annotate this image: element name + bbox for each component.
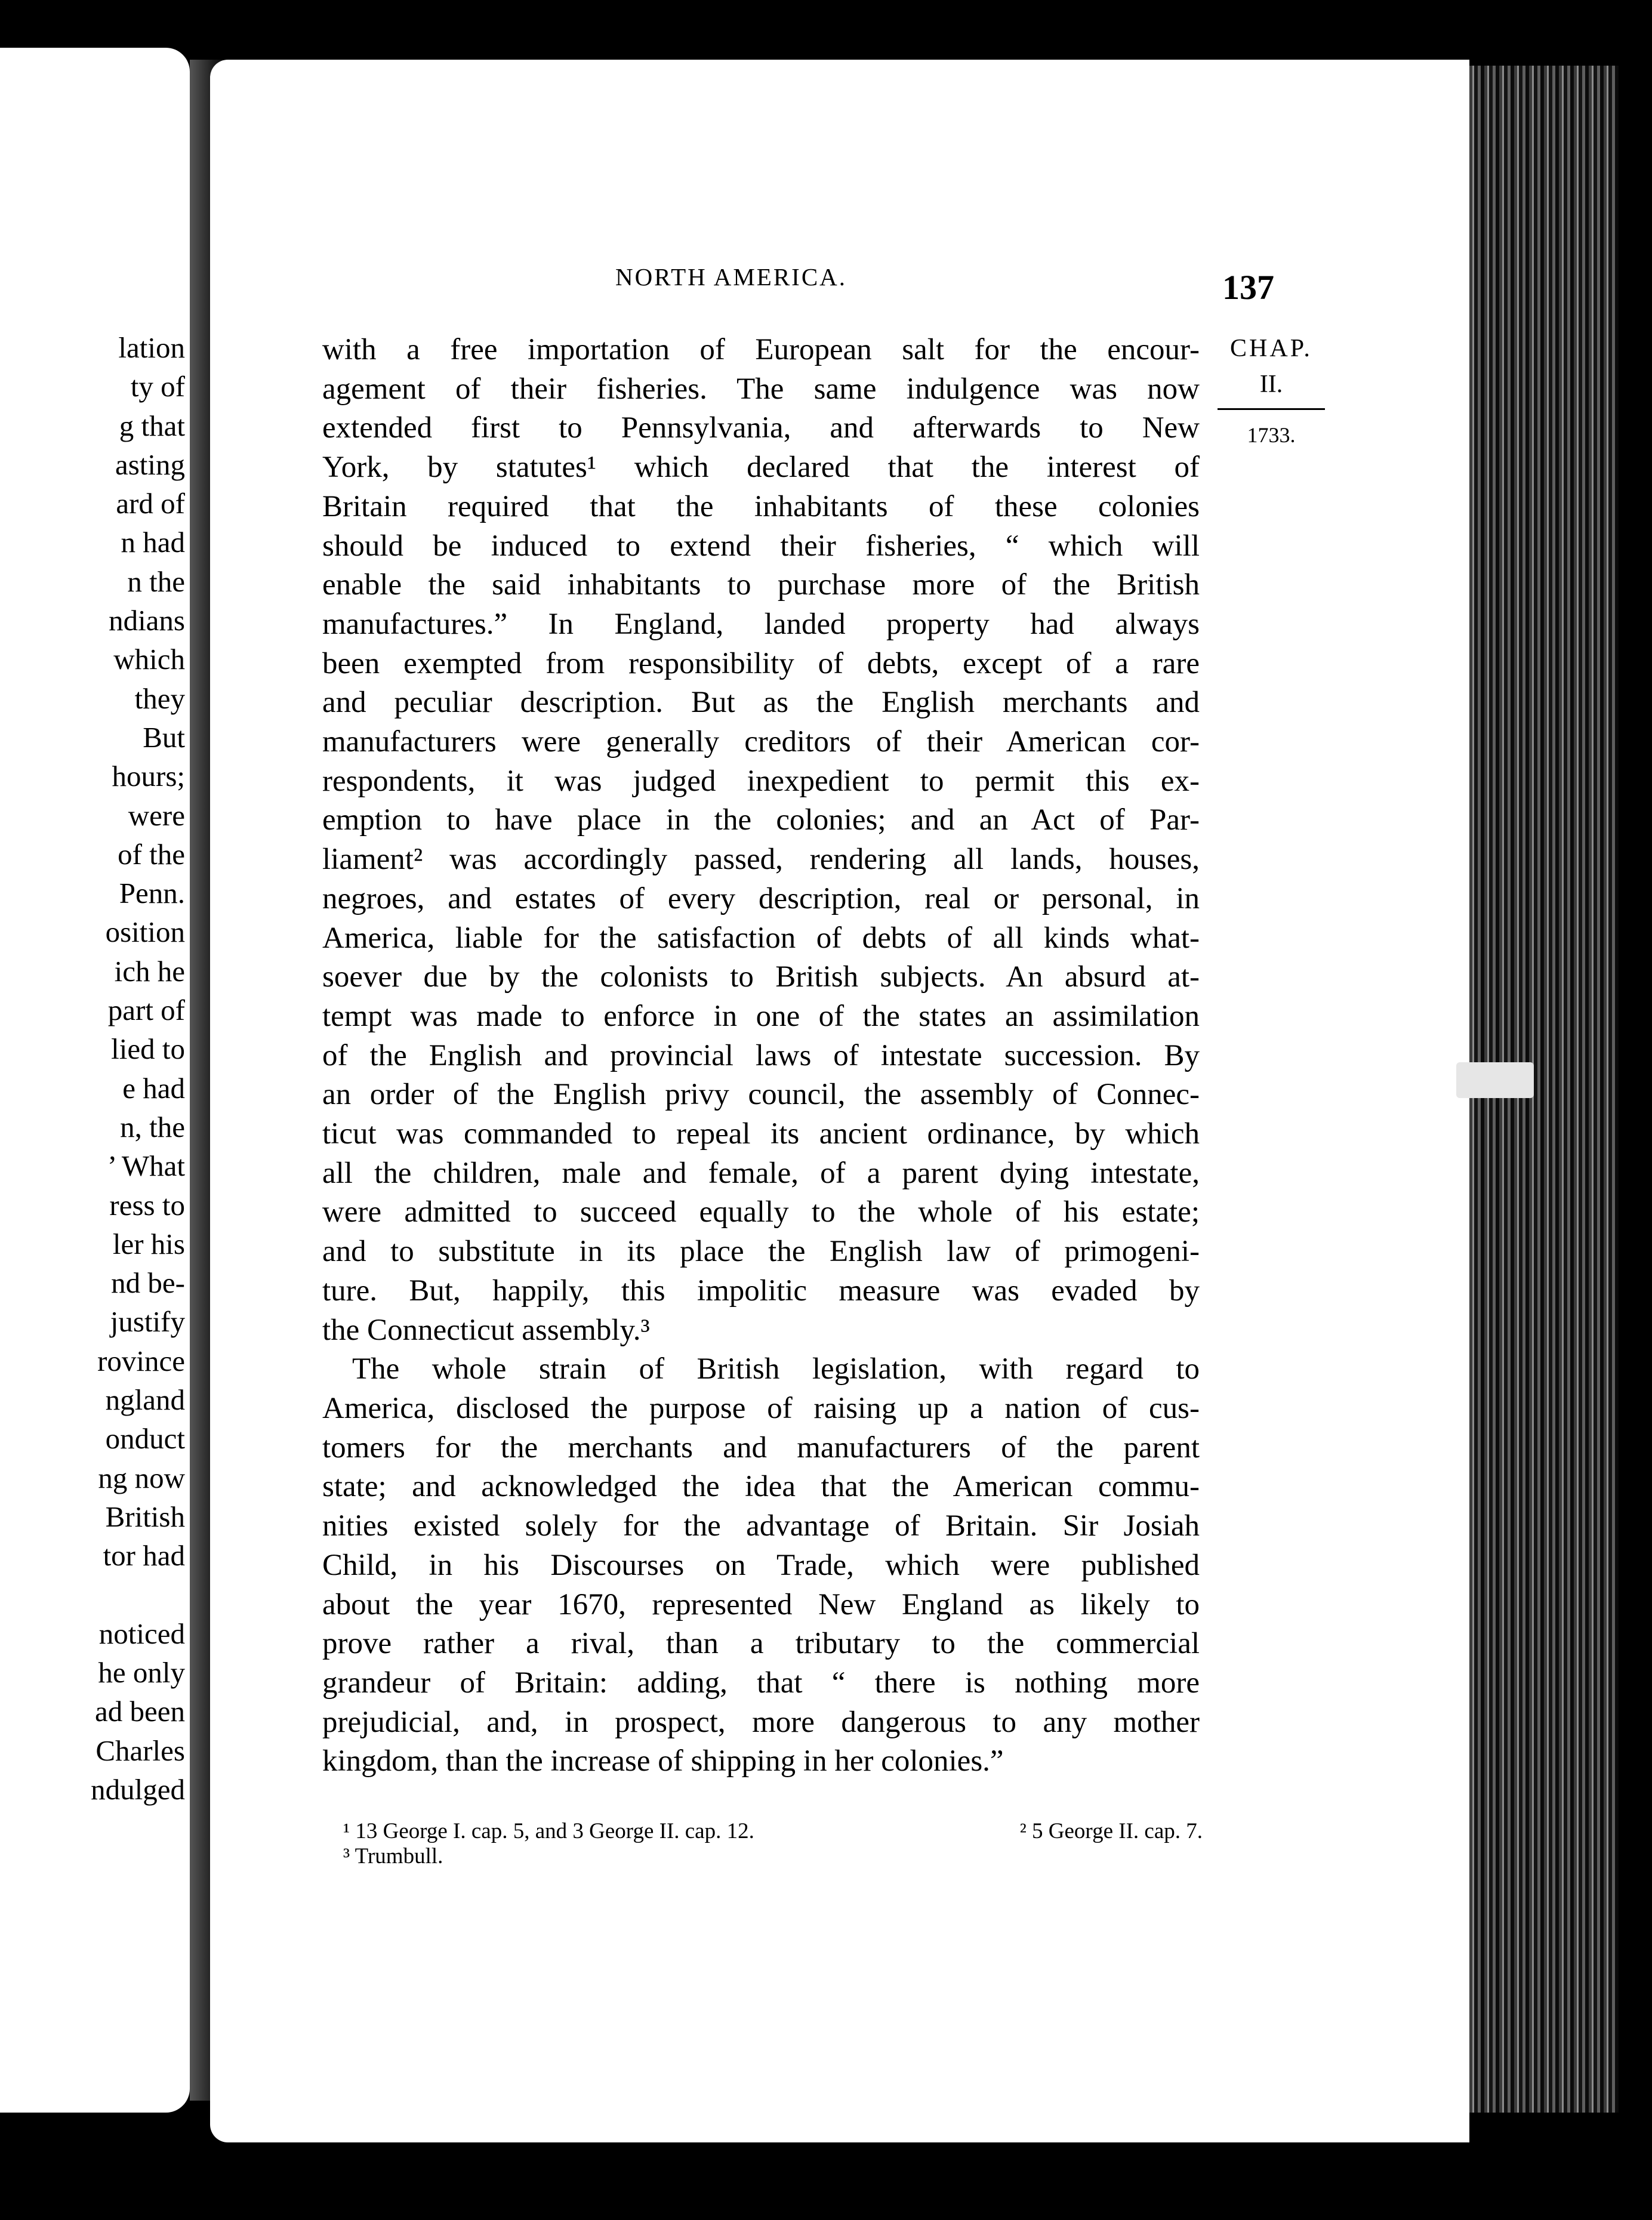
- left-fragment: tor had: [103, 1539, 185, 1572]
- text-line: ture. But, happily, this impolitic measure was evaded by: [322, 1274, 1200, 1308]
- left-fragment: n had: [121, 526, 185, 559]
- text-line: about the year 1670, represented New England as likely to: [322, 1587, 1200, 1621]
- left-fragment: e had: [122, 1071, 185, 1105]
- left-fragment: nd be-: [111, 1266, 185, 1300]
- text-line: extended first to Pennsylvania, and afterwards to New: [322, 411, 1200, 445]
- text-line: prove rather a rival, than a tributary to the commercial: [322, 1627, 1200, 1661]
- footnote-2: ² 5 George II. cap. 7.: [1019, 1819, 1203, 1843]
- text-line: America, liable for the satisfaction of debts of all kinds what-: [322, 921, 1200, 955]
- left-fragment: part of: [107, 994, 185, 1027]
- left-fragment: ng now: [98, 1461, 185, 1494]
- text-line: and peculiar description. But as the English merchants and: [322, 686, 1200, 720]
- left-fragment: ndulged: [91, 1772, 185, 1806]
- left-fragment: ngland: [105, 1383, 185, 1417]
- body-text: [322, 331, 1200, 1781]
- left-fragment: ty of: [130, 370, 185, 403]
- left-page-text: [0, 328, 185, 1809]
- margin-year: 1733.: [1247, 423, 1296, 447]
- text-line: prejudicial, and, in prospect, more dangerous to any mother: [322, 1705, 1200, 1739]
- chapter-label: CHAP.: [1230, 335, 1312, 362]
- text-line: were admitted to succeed equally to the whole of his estate;: [322, 1195, 1200, 1229]
- footnote-3: ³ Trumbull.: [343, 1844, 443, 1868]
- chapter-rule: [1218, 408, 1325, 410]
- text-line: of the English and provincial laws of intestate succession. By: [322, 1038, 1200, 1072]
- left-fragment: which: [113, 643, 185, 676]
- text-line: kingdom, than the increase of shipping in her colonies.”: [322, 1744, 1004, 1778]
- text-line: respondents, it was judged inexpedient to permit this ex-: [322, 764, 1200, 798]
- text-line: an order of the English privy council, the assembly of Connec-: [322, 1078, 1200, 1112]
- text-line: the Connecticut assembly.³: [322, 1313, 650, 1347]
- text-line: America, disclosed the purpose of raising up a nation of cus-: [322, 1391, 1200, 1425]
- text-line: grandeur of Britain: adding, that “ there is nothing more: [322, 1666, 1200, 1700]
- footnote-1: ¹ 13 George I. cap. 5, and 3 George II. cap. 12.: [343, 1819, 754, 1843]
- text-line: emption to have place in the colonies; and an Act of Par-: [322, 803, 1200, 837]
- text-line: and to substitute in its place the English law of primogeni-: [322, 1235, 1200, 1269]
- left-fragment: lation: [118, 331, 185, 364]
- text-line: soever due by the colonists to British subjects. An absurd at-: [322, 960, 1200, 994]
- text-line: tomers for the merchants and manufacturers of the parent: [322, 1430, 1200, 1464]
- left-page: [0, 48, 190, 2113]
- footnote-row: [343, 1819, 1203, 1844]
- left-fragment: rovince: [97, 1344, 185, 1377]
- left-fragment: ad been: [95, 1695, 185, 1728]
- text-line: manufacturers were generally creditors of their American cor-: [322, 725, 1200, 759]
- text-line: nities existed solely for the advantage of Britain. Sir Josiah: [322, 1509, 1200, 1543]
- left-fragment: they: [134, 682, 185, 715]
- text-line: York, by statutes¹ which declared that the interest of: [322, 451, 1200, 485]
- left-fragment: asting: [115, 448, 185, 481]
- text-line: liament² was accordingly passed, rendering all lands, houses,: [322, 843, 1200, 877]
- text-line: all the children, male and female, of a parent dying intestate,: [322, 1156, 1200, 1190]
- footnote-row: [343, 1844, 1203, 1869]
- left-fragment: he only: [98, 1656, 185, 1689]
- left-fragment: ich he: [114, 954, 185, 988]
- text-line: with a free importation of European salt for the encour-: [322, 333, 1200, 366]
- text-line: Child, in his Discourses on Trade, which were published: [322, 1548, 1200, 1582]
- left-fragment: of the: [118, 837, 185, 871]
- text-line: Britain required that the inhabitants of these colonies: [322, 489, 1200, 523]
- left-fragment: But: [143, 720, 185, 754]
- left-fragment: Charles: [95, 1734, 185, 1767]
- text-line: negroes, and estates of every description, real or personal, in: [322, 881, 1200, 915]
- left-fragment: Penn.: [119, 877, 185, 910]
- left-fragment: justify: [110, 1305, 185, 1339]
- text-line: tempt was made to enforce in one of the states an assimilation: [322, 999, 1200, 1033]
- left-fragment: osition: [105, 915, 185, 949]
- left-fragment: n the: [127, 565, 185, 598]
- text-line: manufactures.” In England, landed property had always: [322, 607, 1200, 641]
- running-head: NORTH AMERICA.: [615, 263, 847, 291]
- left-fragment: n, the: [120, 1110, 185, 1143]
- left-fragment: ’ What: [107, 1149, 185, 1183]
- left-fragment: onduct: [105, 1422, 185, 1456]
- text-line: The whole strain of British legislation, with regard to: [352, 1352, 1200, 1386]
- text-line: enable the said inhabitants to purchase more of the British: [322, 568, 1200, 602]
- left-fragment: ress to: [109, 1188, 185, 1222]
- page-number: 137: [1222, 268, 1274, 307]
- text-line: state; and acknowledged the idea that the American commu-: [322, 1470, 1200, 1504]
- left-fragment: ndians: [109, 604, 185, 637]
- left-fragment: British: [105, 1500, 185, 1533]
- left-fragment: ler his: [112, 1227, 185, 1260]
- page-tab: [1456, 1062, 1534, 1098]
- text-line: agement of their fisheries. The same indulgence was now: [322, 372, 1200, 406]
- left-fragment: were: [128, 798, 185, 832]
- left-fragment: lied to: [111, 1032, 185, 1066]
- left-fragment: ard of: [116, 487, 185, 520]
- left-fragment: hours;: [112, 760, 185, 793]
- chapter-number: II.: [1259, 371, 1283, 398]
- footnotes: [343, 1819, 1203, 1869]
- left-fragment: g that: [119, 409, 185, 442]
- left-fragment: noticed: [98, 1617, 185, 1650]
- left-fragment-gap: [0, 1575, 185, 1614]
- text-line: should be induced to extend their fisheries, “ which will: [322, 529, 1200, 563]
- text-line: ticut was commanded to repeal its ancient ordinance, by which: [322, 1117, 1200, 1151]
- text-line: been exempted from responsibility of debts, except of a rare: [322, 646, 1200, 680]
